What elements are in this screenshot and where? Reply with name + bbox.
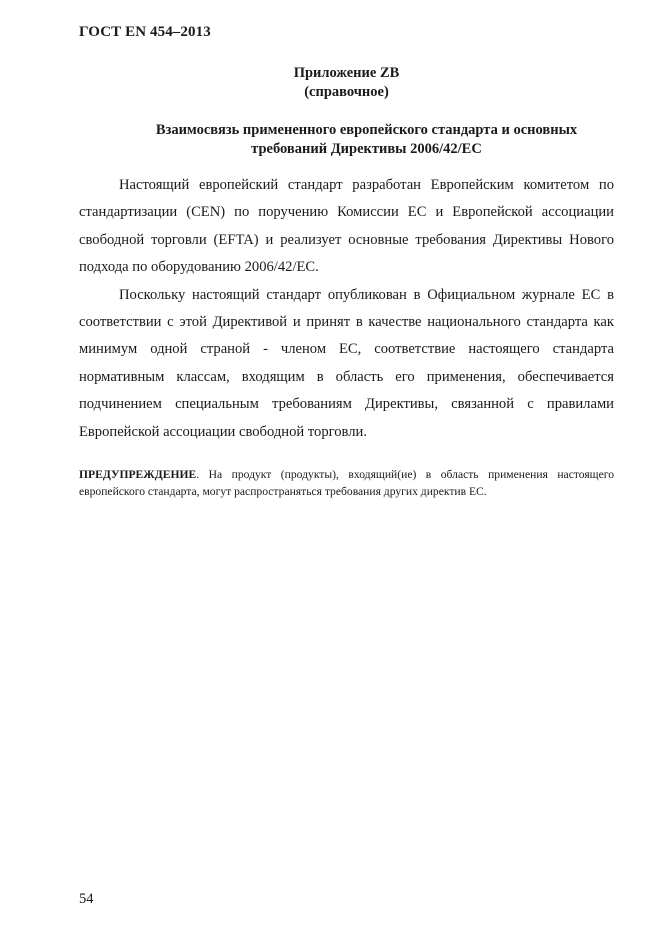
body-paragraph-1: Настоящий европейский стандарт разработан Европейским комитетом по стандартизации (CEN) по поручению Комиссии ЕС и Европейской ассоциации свободной торговли (EFTA) и реализует основные требования Директивы Нового подхода по оборудованию 2006/42/ЕС. [79, 177, 614, 276]
body-paragraph-2: Поскольку настоящий стандарт опубликован в Официальном журнале ЕС в соответствии с этой Директивой и принят в качестве национального стандарта как минимум одной страной - членом ЕС, соответствие настоящего стандарта нормативным классам, входящим в область его применения, обеспечивается подчинением специальным требованиям Директивы, связанной с правилами Европейской ассоциации свободной торговли. [79, 286, 614, 440]
annex-subtitle: (справочное) [304, 84, 389, 100]
annex-heading [79, 64, 614, 102]
annex-title: Приложение ZB [293, 65, 400, 81]
body-text [79, 172, 614, 446]
warning-note [79, 466, 614, 500]
section-title-line1: Взаимосвязь примененного европейского стандарта и основных [155, 122, 578, 138]
warning-text: . На продукт (продукты), входящий(ие) в область применения настоящего европейского стандарта, могут распространяться требования других директив ЕС. [79, 468, 614, 498]
page-number: 54 [79, 891, 94, 907]
document-header: ГОСТ EN 454–2013 [79, 24, 211, 40]
section-heading [79, 121, 654, 159]
section-title-line2: требований Директивы 2006/42/ЕС [251, 141, 482, 157]
warning-label: ПРЕДУПРЕЖДЕНИЕ [79, 468, 197, 481]
